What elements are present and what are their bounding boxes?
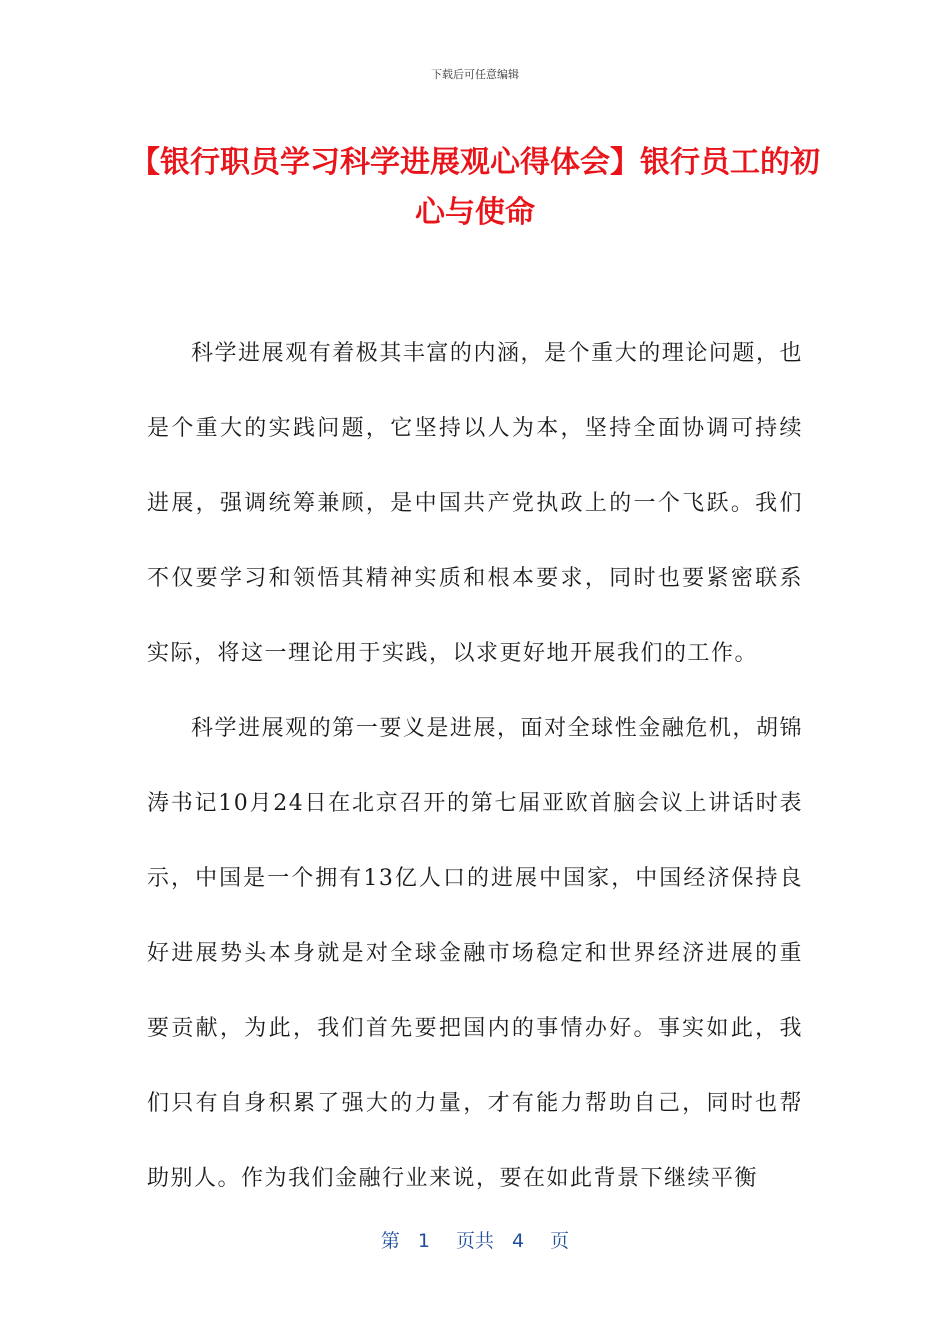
total-pages-number: 4 — [512, 1230, 525, 1252]
document-body — [147, 316, 803, 1216]
page-prefix: 第 — [380, 1230, 400, 1252]
page-mid: 页共 — [455, 1230, 494, 1252]
paragraph: 科学进展观的第一要义是进展，面对全球性金融危机，胡锦涛书记10月24日在北京召开的第七届亚欧首脑会议上讲话时表示，中国是一个拥有13亿人口的进展中国家，中国经济保持良好进展势头本身就是对全球金融市场稳定和世界经济进展的重要贡献，为此，我们首先要把国内的事情办好。事实如此，我们只有自身积累了强大的力量，才有能力帮助自己，同时也帮助别人。作为我们金融行业来说，要在如此背景下继续平衡 — [147, 716, 803, 1191]
page-footer — [0, 1226, 950, 1253]
document-title: 【银行职员学习科学进展观心得体会】银行员工的初心与使命 — [130, 145, 820, 230]
paragraph: 科学进展观有着极其丰富的内涵，是个重大的理论问题，也是个重大的实践问题，它坚持以人为本，坚持全面协调可持续进展，强调统筹兼顾，是中国共产党执政上的一个飞跃。我们不仅要学习和领悟其精神实质和根本要求，同时也要紧密联系实际，将这一理论用于实践，以求更好地开展我们的工作。 — [147, 341, 803, 666]
page-suffix: 页 — [550, 1230, 570, 1252]
header-note: 下载后可任意编辑 — [431, 68, 519, 81]
current-page-number: 1 — [417, 1230, 430, 1252]
